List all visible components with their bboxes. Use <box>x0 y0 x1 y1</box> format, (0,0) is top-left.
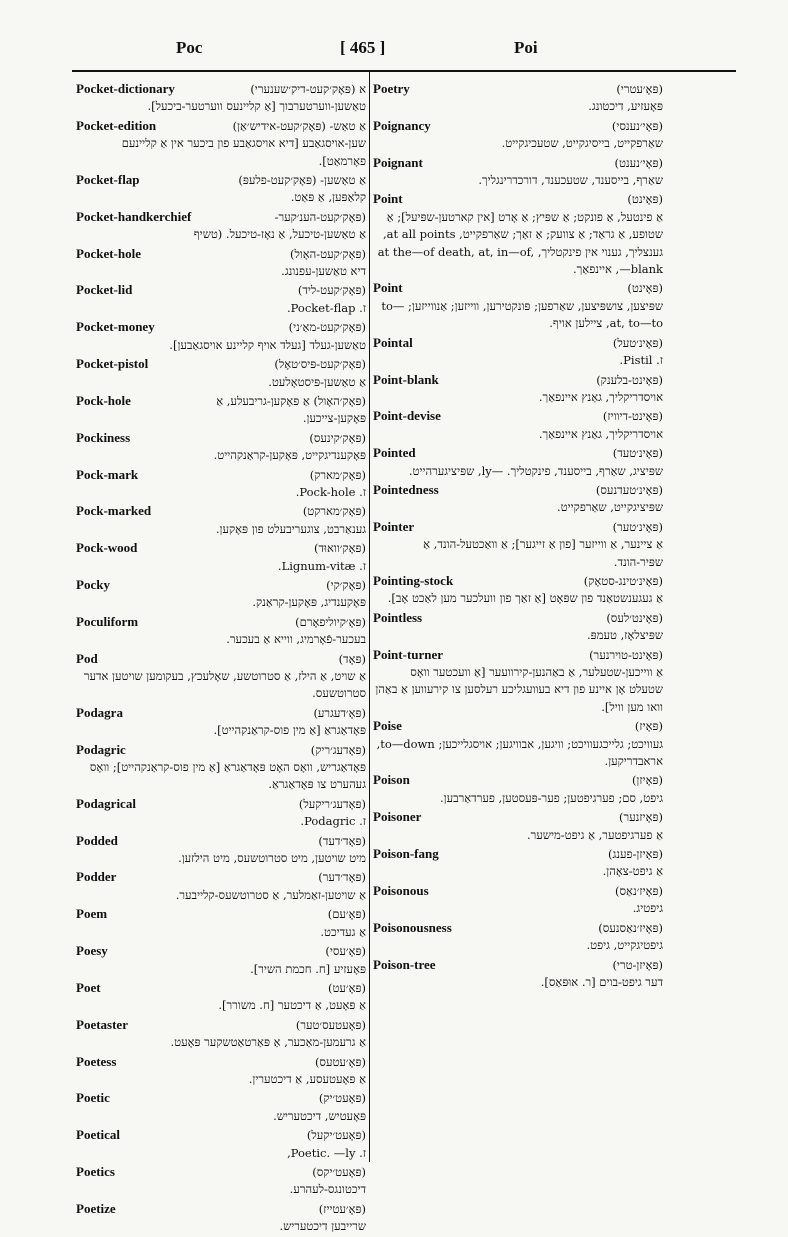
entry-headline <box>76 979 366 997</box>
dictionary-entry <box>76 1053 366 1089</box>
entry-pronunciation: (פּאָ׳דעגרע) <box>313 705 366 720</box>
entry-pronunciation: (פּאָעט׳יקס) <box>312 1164 366 1179</box>
entry-headline <box>76 117 366 135</box>
entry-headline <box>373 919 663 937</box>
entry-headline <box>76 1163 366 1181</box>
dictionary-entry <box>373 518 663 571</box>
entry-definition: פּאָדאַגראַ [אַ מין פוס-קראַנקהייט]. <box>213 723 366 738</box>
entry-term: Pocket-hole <box>76 245 141 261</box>
entry-pronunciation: (פּאָיז׳נאַס) <box>615 883 663 898</box>
dictionary-entry <box>373 646 663 717</box>
dictionary-entry <box>373 609 663 645</box>
entry-headline <box>76 1126 366 1144</box>
entry-definition: אַ געגענשטאַנד פון שפּאָט [אַ זאַך פון וועלכער מען לאַכט אָב]. <box>387 591 663 606</box>
entry-pronunciation: (פּאָי׳נענסי) <box>611 118 663 133</box>
entry-term: Pocket-edition <box>76 117 157 133</box>
entry-definition: אַ טאַשען-טיכעל, אַ נאָז-טיכעל. (טשיף <box>193 227 366 242</box>
entry-term: Pockiness <box>76 429 131 445</box>
entry-definition: אַ פּאָעט, אַ דיכטער [ח. משורר]. <box>218 998 366 1013</box>
entry-pronunciation: (פּאָד) <box>338 651 366 666</box>
dictionary-entry <box>373 572 663 608</box>
dictionary-entry <box>76 741 366 794</box>
entry-pronunciation: (פּאָק׳מארקט) <box>302 504 366 519</box>
entry-headline <box>76 355 366 373</box>
entry-headline <box>373 80 663 98</box>
entry-term: Poignant <box>373 154 423 170</box>
page-number: [ 465 ] <box>340 38 386 57</box>
entry-term: Point-devise <box>373 408 441 424</box>
entry-pronunciation: (פּאָינט) <box>627 281 663 296</box>
entry-term: Pocket-lid <box>76 282 133 298</box>
entry-term: Podagrical <box>76 795 136 811</box>
entry-headline <box>76 392 366 410</box>
header-left-guideword: Poc <box>176 38 203 57</box>
dictionary-entry <box>76 942 366 978</box>
dictionary-entry <box>373 808 663 844</box>
entry-pronunciation: (פּאָק׳קעט-פּיס׳טאָל) <box>274 357 366 372</box>
entry-term: Poetry <box>373 81 410 96</box>
entry-definition: גיפטיג. <box>632 901 663 916</box>
entry-headline <box>76 741 366 759</box>
entry-pronunciation: (פּאָק׳האָול) אַ פּאָקען-גריבעלע, אַ <box>216 393 366 408</box>
dictionary-entry <box>76 355 366 391</box>
dictionary-entry <box>76 650 366 703</box>
entry-term: Podder <box>76 869 117 885</box>
entry-definition: שען-אויסגאַבע [דיא אויסגאַבע פון ביכער אין אַ קליינעם פאָרמאַט]. <box>121 136 366 168</box>
entry-definition: שפּיציג, שאַרף, בייסענד, פינקטליך. —ly, שפּיציגערהייט. <box>408 463 663 478</box>
entry-pronunciation: (פּאָדעג׳ריק) <box>310 742 366 757</box>
entry-definition: פּאָדאַגריש, וואָס האָט פּאָדאַגראַ [אַ מין פוס-קראַנקהייט]; וואָס געהערט צו פּאָדאַגראַ. <box>89 760 366 792</box>
entry-definition: שרייבען דיכטעריש. <box>279 1219 366 1234</box>
entry-term: Point-blank <box>373 371 439 387</box>
entry-definition: אַ גיפט-צאָהן. <box>602 864 663 879</box>
dictionary-entry <box>373 190 663 278</box>
entry-headline <box>76 208 366 226</box>
entry-pronunciation: (פּאָעט׳יקעל) <box>306 1128 366 1143</box>
entry-definition: אַ גרעמען-מאַכער, אַ פּאַרטאַטשקער פּאָעט. <box>170 1035 366 1050</box>
entry-term: Pocket-handkerchief <box>76 208 192 224</box>
entry-term: Point <box>373 191 403 207</box>
entry-headline <box>76 281 366 299</box>
entry-definition: אַ געדיכט. <box>320 924 366 939</box>
entry-headline <box>76 868 366 886</box>
entry-term: Pointal <box>373 334 413 350</box>
entry-definition: פּאָעטיש, דיכטעריש. <box>273 1108 366 1123</box>
entry-definition: גיפטיגקייט, גיפט. <box>586 938 663 953</box>
entry-pronunciation: (פּאָק׳מארק) <box>309 467 366 482</box>
entry-headline <box>76 576 366 594</box>
dictionary-entry <box>373 334 663 370</box>
entry-definition: גענאַרבט, צוגעריבעלט פון פּאָקען. <box>215 521 366 536</box>
dictionary-entry <box>76 80 366 116</box>
entry-headline <box>373 117 663 135</box>
entry-headline <box>373 334 663 352</box>
entry-pronunciation: א (פּאָק׳קעט-דיק׳שענערי) <box>250 82 366 96</box>
dictionary-entry <box>76 1200 366 1236</box>
dictionary-entry <box>76 1016 366 1052</box>
entry-headline <box>76 795 366 813</box>
entry-headline <box>76 539 366 557</box>
entry-headline <box>76 704 366 722</box>
entry-definition: גיפט, סם; פערגיפטען; פער-פּעסטען, פערדאַרבען. <box>439 790 663 805</box>
entry-headline <box>373 882 663 900</box>
entry-pronunciation: (פּאָינ׳טינג-סטאָק) <box>583 573 663 588</box>
entry-term: Pointedness <box>373 481 439 497</box>
dictionary-entry <box>373 919 663 955</box>
entry-definition: שפּיצלאָז, טעמפּ. <box>587 628 663 643</box>
entry-pronunciation: (פּאָינ׳טער) <box>612 519 663 534</box>
entry-headline <box>373 845 663 863</box>
entry-term: Podded <box>76 832 118 848</box>
entry-definition: אַ פערגיפטער, אַ גיפט-מישער. <box>526 827 663 842</box>
entry-headline <box>373 956 663 974</box>
entry-pronunciation: אַ טאַש- (פּאָק׳קעט-אידיש׳אַן) <box>232 118 366 133</box>
entry-term: Pointer <box>373 518 415 534</box>
entry-term: Poem <box>76 906 108 922</box>
dictionary-entry <box>373 771 663 807</box>
entry-pronunciation: (פּאָק׳קעט-האָול) <box>289 246 366 261</box>
entry-pronunciation: אַ טאַשען- (פּאָק׳קעט-פלעפּ) <box>238 173 366 188</box>
entry-term: Pocket-flap <box>76 172 140 188</box>
entry-definition: אויסדריקליך, גאַנץ איינפאַך. <box>538 389 663 404</box>
entry-pronunciation: (פּאָ׳עטעס) <box>314 1054 366 1069</box>
dictionary-entry <box>76 979 366 1015</box>
dictionary-entry <box>76 704 366 740</box>
entry-pronunciation: (פּאָינ׳טעל) <box>612 335 663 350</box>
entry-pronunciation: (פּאָיז) <box>634 719 663 734</box>
entry-pronunciation: (פּאָ׳עסי) <box>325 944 366 959</box>
entry-definition: אַ שויטען-זאַמלער, אַ סטרוטשעס-קלייבער. <box>175 887 366 902</box>
dictionary-entry <box>373 407 663 443</box>
entry-definition: געוויכט; גלייכגעוויכט; וויגען, אבוויגען; אויסגלייכען; to—down, אראבדריקען. <box>376 736 663 769</box>
entry-pronunciation: (פּאָ׳עט) <box>327 980 366 995</box>
entry-pronunciation: (פּאָינ׳טעד) <box>612 446 663 461</box>
entry-term: Poignancy <box>373 117 431 133</box>
entry-pronunciation: (פּאָק׳קינעס) <box>309 430 366 445</box>
entry-definition: ז. Pocket-flap. <box>287 300 366 315</box>
entry-term: Poetics <box>76 1163 115 1179</box>
entry-headline <box>76 245 366 263</box>
entry-definition: פּאָקענדיגקייט, פּאָקען-קראַנקהייט. <box>213 448 366 463</box>
entry-term: Pocket-dictionary <box>76 81 175 96</box>
dictionary-entry <box>76 318 366 354</box>
entry-headline <box>76 1016 366 1034</box>
entry-headline <box>373 717 663 735</box>
entry-pronunciation: (פּאָעטעס׳טער) <box>295 1017 366 1032</box>
dictionary-entry <box>373 371 663 407</box>
entry-headline <box>76 942 366 960</box>
dictionary-entry <box>76 539 366 575</box>
dictionary-entry <box>76 1089 366 1125</box>
entry-definition: אַ ווייכען-שטעלער, אַ באַהנען-קירוועער [אַ וועכטער וואָס שטעלט אָן איינע פון דיא בעוועגליכע רעלסען צו קירעווען אַ באַהן וואו מען וויל]. <box>375 665 663 714</box>
entry-term: Pointless <box>373 609 423 625</box>
entry-term: Pock-marked <box>76 503 152 519</box>
dictionary-entry <box>76 171 366 207</box>
dictionary-entry <box>76 795 366 831</box>
page-header <box>72 38 736 66</box>
entry-definition: טאַשען-געלד [געלד אויף קליינע אויסגאַבען]. <box>169 337 366 352</box>
entry-pronunciation: (פּאָיזן-פענג) <box>607 847 663 862</box>
entry-definition: דער גיפט-בוים [ר. אוּפּאַס]. <box>540 974 663 989</box>
column-divider <box>369 72 370 1162</box>
entry-term: Pocket-pistol <box>76 356 149 372</box>
entry-pronunciation: (פּאָיזנער) <box>618 810 663 825</box>
entry-pronunciation: (פּאָק׳קעט-ליד) <box>297 283 366 298</box>
entry-term: Pointing-stock <box>373 572 454 588</box>
dictionary-entry <box>76 832 366 868</box>
entry-headline <box>373 808 663 826</box>
entry-definition: אויסדריקליך, גאַנץ איינפאַך. <box>538 426 663 441</box>
entry-headline <box>76 466 366 484</box>
dictionary-entry <box>373 481 663 517</box>
dictionary-entry <box>373 279 663 332</box>
entry-definition: בעכער-פֿאָרמיג, ווייא אַ בעכער. <box>226 632 366 647</box>
entry-pronunciation: (פּאָיזן-טרי) <box>612 957 663 972</box>
entry-term: Poetic <box>76 1090 110 1106</box>
dictionary-entry <box>76 1163 366 1199</box>
entry-headline <box>373 190 663 208</box>
entry-definition: שאַרף, בייסענד, שטעכענד, דורכדרינגליך. <box>478 173 663 188</box>
entry-headline <box>76 613 366 631</box>
header-rule <box>72 70 736 72</box>
entry-pronunciation: (פּאָינט-בלענק) <box>596 372 663 387</box>
dictionary-entry <box>373 882 663 918</box>
entry-pronunciation: (פּאָד׳דעד) <box>318 833 366 848</box>
dictionary-entry <box>76 245 366 281</box>
dictionary-entry <box>373 956 663 992</box>
entry-pronunciation: (פּאָק׳קי) <box>326 577 366 592</box>
entry-term: Point-turner <box>373 646 444 662</box>
entry-headline <box>76 171 366 189</box>
dictionary-entry <box>76 1126 366 1162</box>
entry-headline <box>373 371 663 389</box>
entry-term: Pocky <box>76 576 110 592</box>
entry-pronunciation: (פּאָינ׳טעדנעס) <box>595 482 663 497</box>
entry-definition: שפּיציגקייט, שאַרפקייט. <box>557 500 663 515</box>
entry-headline <box>76 502 366 520</box>
entry-pronunciation: (פּאָינט) <box>627 192 663 207</box>
entry-headline <box>76 832 366 850</box>
entry-definition: אַ פינטעל, אַ פונקט; אַ שפּיץ; אַ אָרט [אין קארטען-שפּיעל]; אַ שטופע, אַ גראַד; אַ צוועק; אַ זאַך; שאַרפקייט, at all points, גענצליך, גענוי אין פינקטליך, at the—of death, at, in—of, blank—, איינפאַך. <box>377 209 663 277</box>
entry-headline <box>373 154 663 172</box>
entry-definition: מיט שויטען, מיט סטרוטשעס, מיט הילזען. <box>178 851 366 866</box>
entry-pronunciation: (פּאָדעג׳ריקעל) <box>298 796 366 811</box>
dictionary-entry <box>373 444 663 480</box>
entry-pronunciation: (פּאָ׳עטרי) <box>616 82 663 96</box>
entry-headline <box>76 1089 366 1107</box>
entry-headline <box>76 905 366 923</box>
dictionary-entry <box>373 845 663 881</box>
entry-term: Pocket-money <box>76 319 155 335</box>
dictionary-entry <box>76 281 366 317</box>
dictionary-entry <box>76 613 366 649</box>
entry-term: Poison-tree <box>373 956 436 972</box>
entry-pronunciation: (פּאָ׳עם) <box>327 907 366 922</box>
entry-pronunciation: (פּאָד׳דער) <box>318 870 366 885</box>
entry-term: Poise <box>373 718 402 734</box>
entry-headline <box>76 80 366 98</box>
entry-headline <box>76 1200 366 1218</box>
entry-definition: פּאָקענדיג, פּאָקען-קראַנק. <box>252 595 366 610</box>
entry-headline <box>373 609 663 627</box>
entry-definition: פּאָעזיע [ח. חכמת השיר]. <box>250 961 366 976</box>
entry-term: Poetess <box>76 1053 117 1069</box>
dictionary-entry <box>76 868 366 904</box>
entry-definition: אַ פּאָעטעסע, אַ דיכטערין. <box>248 1071 366 1086</box>
dictionary-entry <box>76 429 366 465</box>
dictionary-entry <box>76 905 366 941</box>
entry-headline <box>373 771 663 789</box>
entry-definition: ז. Podagric. <box>300 814 366 829</box>
entry-definition: ז. Lignum-vitæ. <box>277 558 366 573</box>
entry-pronunciation: (פּאָק׳קעט-מאַ׳ני) <box>288 320 366 335</box>
entry-pronunciation: (פּאָ׳קיוליפאָרם) <box>295 614 366 629</box>
entry-pronunciation: (פּאָינט׳לעס) <box>606 610 663 625</box>
entry-definition: אַ טאַשען-פּיסטאָלעט. <box>268 374 366 389</box>
left-column <box>76 80 366 1237</box>
entry-headline <box>373 481 663 499</box>
entry-headline <box>76 1053 366 1071</box>
entry-term: Poisoner <box>373 809 422 825</box>
entry-term: Podagra <box>76 704 123 720</box>
dictionary-entry <box>76 117 366 170</box>
entry-term: Poetical <box>76 1127 121 1143</box>
entry-headline <box>373 279 663 297</box>
entry-term: Pock-hole <box>76 392 131 408</box>
entry-term: Poisonousness <box>373 919 452 935</box>
entry-definition: שאַרפקייט, בייסיגקייט, שטעכיגקייט. <box>501 136 663 151</box>
dictionary-entry <box>76 392 366 428</box>
entry-definition: אַ ציינער, אַ ווייזער [פון אַ זייגער]; אַ וואַכטעל-הונד, אַ שפּיר-הונד. <box>423 537 663 569</box>
entry-headline <box>76 429 366 447</box>
entry-headline <box>76 650 366 668</box>
entry-headline <box>76 318 366 336</box>
entry-headline <box>373 646 663 664</box>
entry-headline <box>373 444 663 462</box>
entry-definition: ז. Pock-hole. <box>295 484 366 499</box>
entry-headline <box>373 518 663 536</box>
entry-definition: פּאָקען-צייכען. <box>302 411 366 426</box>
dictionary-entry <box>373 717 663 770</box>
entry-term: Poison-fang <box>373 846 439 862</box>
entry-pronunciation: (פּאָק׳קעט-הענ׳קער- <box>274 209 366 224</box>
dictionary-entry <box>373 117 663 153</box>
entry-definition: דיא טאַשען-עפנונג. <box>281 264 366 279</box>
entry-definition: דיכטונגס-לעהרע. <box>289 1182 366 1197</box>
entry-pronunciation: (פּאָ׳עטייז) <box>318 1201 366 1216</box>
dictionary-entry <box>373 80 663 116</box>
entry-definition: קלאַפּען, אַ פּאַט. <box>290 190 366 205</box>
right-column <box>373 80 663 992</box>
entry-definition: ז. Poetic. —ly, <box>287 1145 366 1160</box>
entry-pronunciation: (פּאָק׳וואוּד) <box>314 541 366 556</box>
entry-headline <box>373 407 663 425</box>
entry-term: Podagric <box>76 741 126 757</box>
entry-term: Poet <box>76 979 101 995</box>
entry-term: Poisonous <box>373 882 429 898</box>
entry-term: Pock-mark <box>76 466 139 482</box>
entry-pronunciation: (פּאָינט-טוירנער) <box>589 647 663 662</box>
dictionary-entry <box>76 208 366 244</box>
entry-pronunciation: (פּאָי׳נענט) <box>614 155 663 170</box>
entry-term: Poetaster <box>76 1016 128 1032</box>
header-right-guideword: Poi <box>514 38 538 57</box>
entry-term: Pod <box>76 650 98 666</box>
dictionary-entry <box>76 502 366 538</box>
entry-definition: ז. Pistil. <box>619 353 663 368</box>
entry-term: Point <box>373 280 403 296</box>
entry-definition: אַ שויט, אַ הילז, אַ סטרוטשע, שאָלעכץ, בעקומען שויטען אדער סטרוטשעס. <box>83 669 366 701</box>
dictionary-entry <box>373 154 663 190</box>
entry-term: Poesy <box>76 943 108 959</box>
entry-term: Pointed <box>373 445 416 461</box>
entry-pronunciation: (פּאָיזן) <box>631 773 663 788</box>
dictionary-entry <box>76 466 366 502</box>
entry-definition: פּאָעזיע, דיכטונג. <box>588 99 663 114</box>
entry-definition: טאַשען-ווערטערבוך [אַ קליינעס ווערטער-ביכעל]. <box>147 99 366 114</box>
entry-pronunciation: (פּאָינט-דיוויז) <box>602 409 663 424</box>
entry-term: Pock-wood <box>76 540 138 556</box>
entry-term: Poculiform <box>76 613 139 629</box>
entry-pronunciation: (פּאָיז׳נאַסנעס) <box>598 920 663 935</box>
entry-definition: שפּיצען, צושפּיצען, שאַרפען; פּונקטירען, ווייזען; אַנווייזען; to—at, to—to, ציילען אויף. <box>381 298 663 331</box>
dictionary-entry <box>76 576 366 612</box>
entry-headline <box>373 572 663 590</box>
entry-term: Poetize <box>76 1200 116 1216</box>
entry-pronunciation: (פּאָעט׳יק) <box>318 1091 366 1106</box>
entry-term: Poison <box>373 772 410 788</box>
